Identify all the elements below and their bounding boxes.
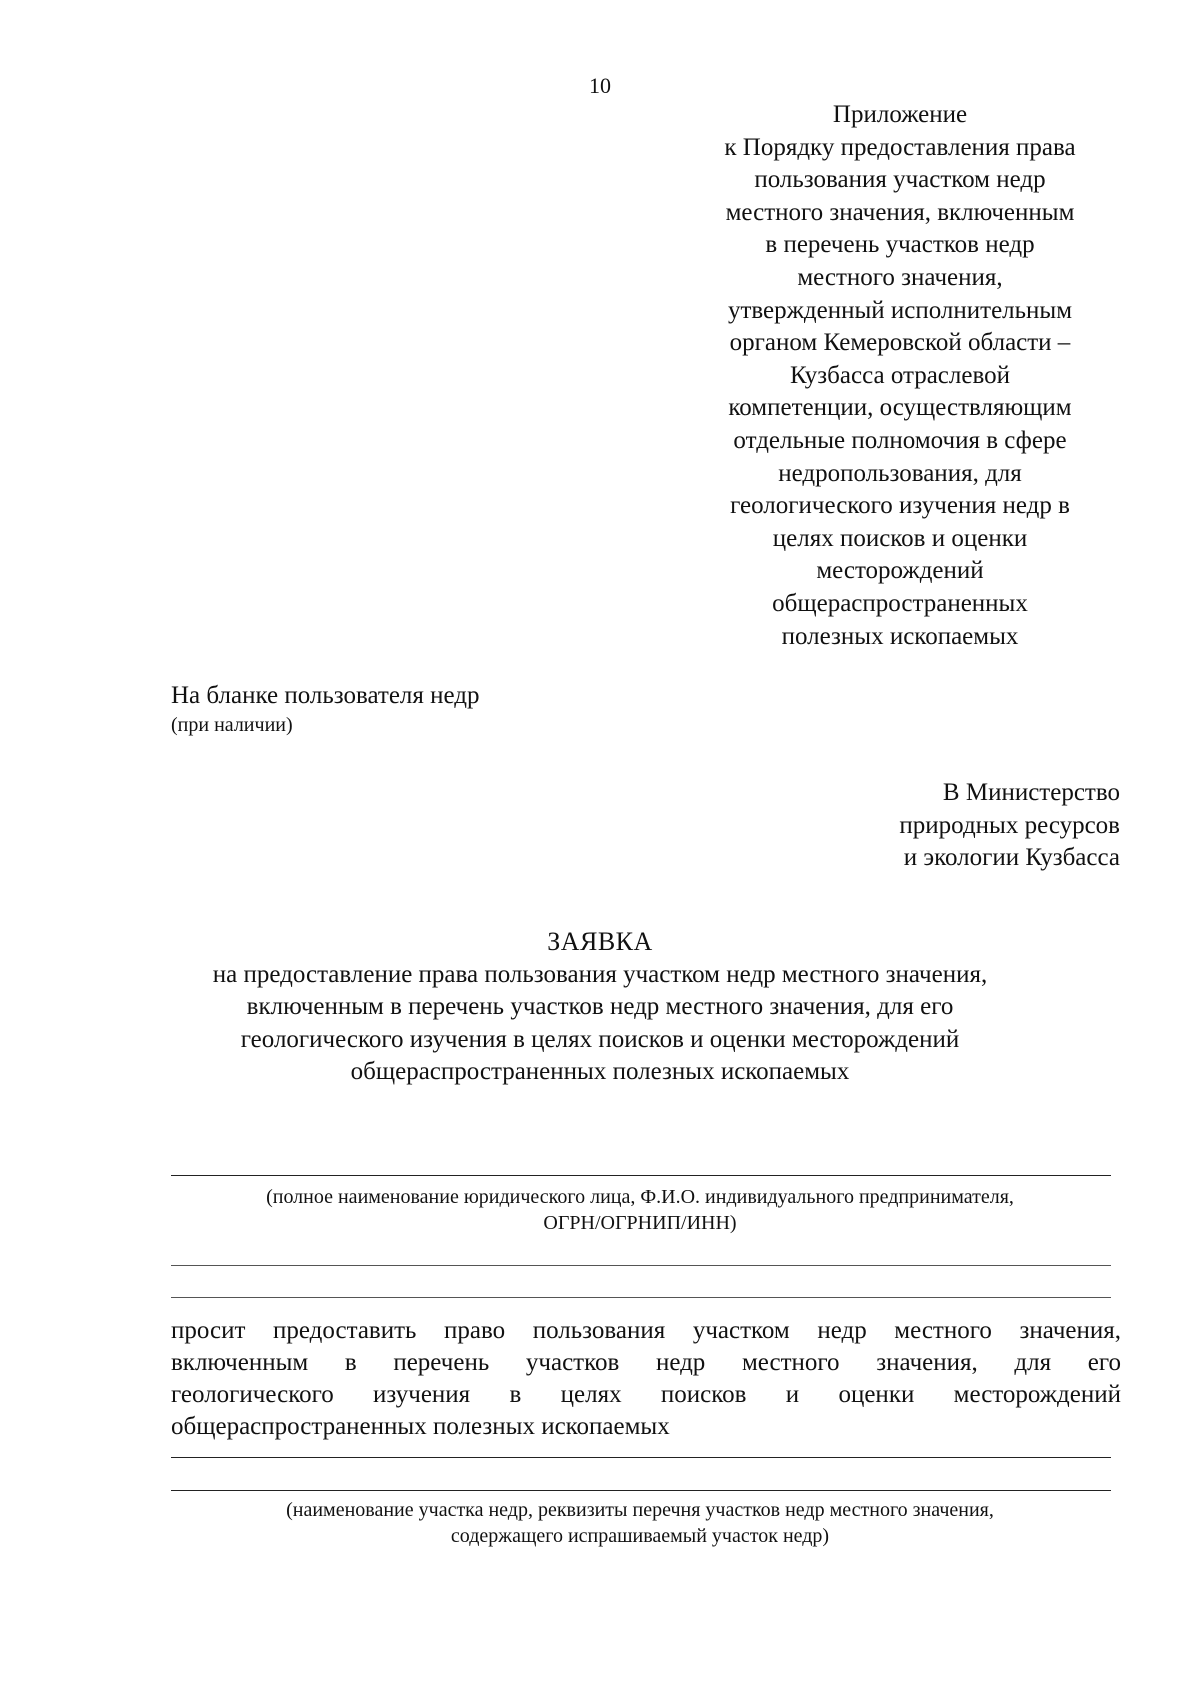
blank-line: [171, 1457, 1111, 1458]
addressee-line: природных ресурсов: [899, 811, 1120, 839]
letterhead-block: [171, 680, 731, 738]
appendix-line: в перечень участков недр: [765, 231, 1035, 259]
request-line: включенным в перечень участков недр местного значения, для его: [171, 1349, 1121, 1376]
applicant-caption: [150, 1184, 1130, 1236]
appendix-line: отдельные полномочия в сфере: [733, 426, 1067, 454]
addressee-block: [760, 777, 1120, 875]
applicant-name-line: [171, 1175, 1111, 1176]
request-line: просит предоставить право пользования участком недр местного значения,: [171, 1317, 1121, 1344]
appendix-line: целях поисков и оценки: [772, 524, 1028, 552]
appendix-block: [680, 99, 1120, 653]
request-line: общераспространенных полезных ископаемых: [171, 1413, 670, 1440]
appendix-line: общераспространенных: [772, 589, 1028, 617]
appendix-line: Приложение: [832, 101, 968, 128]
appendix-line: пользования участком недр: [754, 166, 1046, 194]
caption-line: (наименование участка недр, реквизиты перечня участков недр местного значения,: [286, 1499, 994, 1521]
subtitle-line: на предоставление права пользования участком недр местного значения,: [212, 961, 988, 988]
form-title: ЗАЯВКА: [547, 927, 653, 956]
subtitle-line: общераспространенных полезных ископаемых: [350, 1057, 850, 1085]
appendix-line: к Порядку предоставления права: [724, 133, 1076, 161]
page-number: 10: [589, 73, 611, 98]
subtitle-line: включенным в перечень участков недр местного значения, для его: [246, 993, 954, 1021]
request-paragraph: [171, 1315, 1121, 1443]
appendix-line: полезных ископаемых: [781, 622, 1019, 650]
form-subtitle: [150, 959, 1050, 1088]
site-name-line: [171, 1490, 1111, 1491]
addressee-line: и экологии Кузбасса: [903, 844, 1120, 871]
caption-line: (полное наименование юридического лица, Ф.И.О. индивидуального предпринимателя,: [266, 1186, 1014, 1208]
addressee-line: В Министерство: [942, 779, 1120, 806]
blank-line: [171, 1297, 1111, 1298]
appendix-line: утвержденный исполнительным: [727, 296, 1073, 324]
site-caption: [150, 1497, 1130, 1549]
appendix-line: Кузбасса отраслевой: [789, 361, 1010, 389]
appendix-line: месторождений: [816, 557, 984, 585]
caption-line: ОГРН/ОГРНИП/ИНН): [543, 1212, 737, 1234]
letterhead-text: На бланке пользователя недр: [171, 682, 480, 709]
subtitle-line: геологического изучения в целях поисков и оценки месторождений: [240, 1025, 960, 1053]
appendix-line: компетенции, осуществляющим: [728, 394, 1072, 422]
appendix-line: геологического изучения недр в: [730, 492, 1070, 520]
blank-line: [171, 1265, 1111, 1266]
appendix-line: местного значения,: [797, 263, 1003, 291]
appendix-line: местного значения, включенным: [725, 198, 1075, 226]
letterhead-note: (при наличии): [171, 714, 293, 736]
appendix-line: недропользования, для: [778, 459, 1022, 487]
request-line: геологического изучения в целях поисков и оценки месторождений: [171, 1381, 1121, 1408]
appendix-line: органом Кемеровской области –: [729, 329, 1071, 357]
caption-line: содержащего испрашиваемый участок недр): [450, 1525, 830, 1547]
